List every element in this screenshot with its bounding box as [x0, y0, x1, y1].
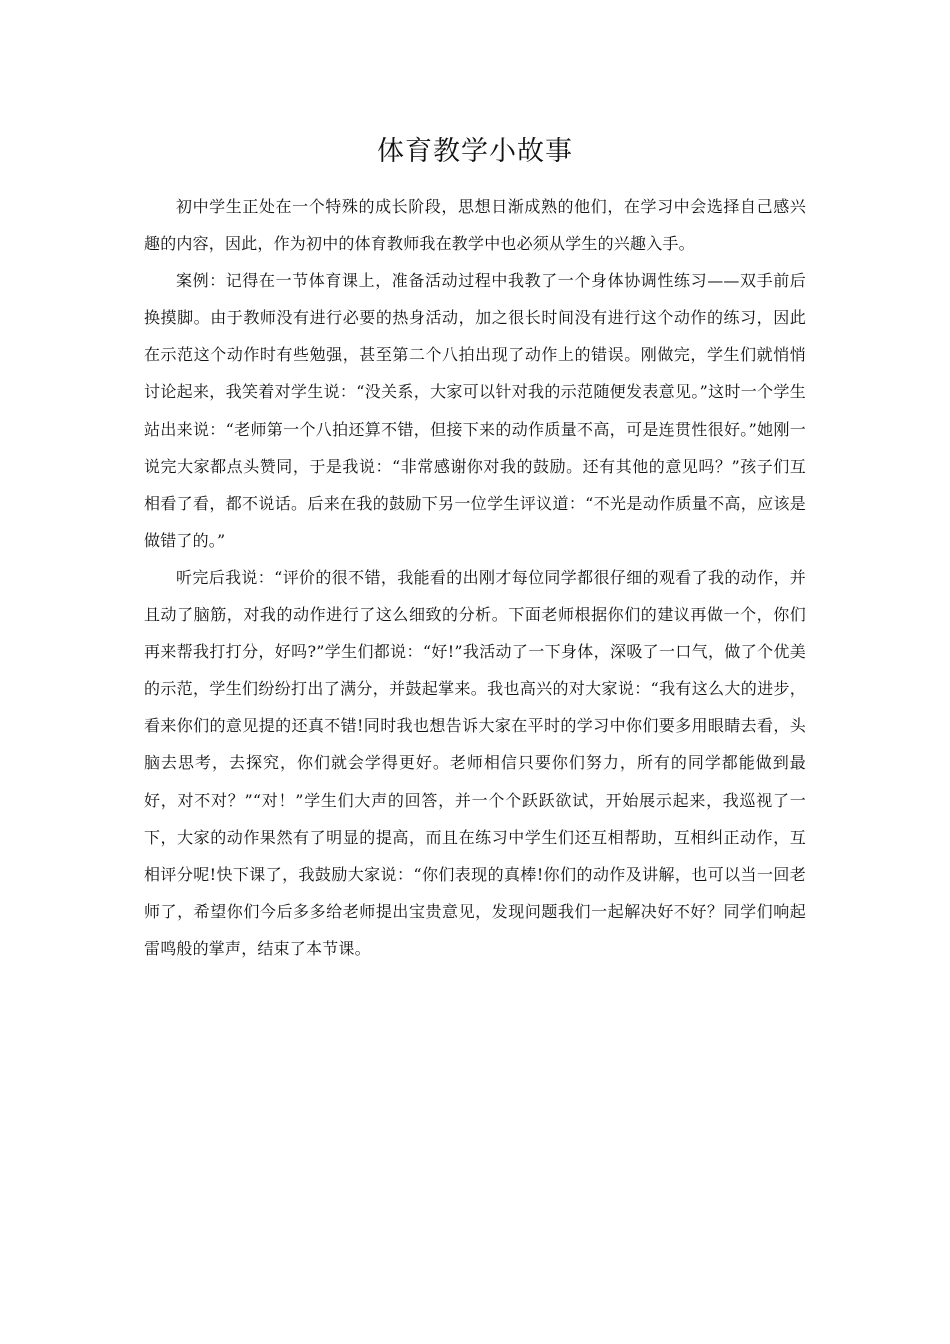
- paragraph-case: 案例：记得在一节体育课上，准备活动过程中我教了一个身体协调性练习——双手前后换摸脚。由于教师没有进行必要的热身活动，加之很长时间没有进行这个动作的练习，因此在示范这个动作时有些勉强，甚至第二个八拍出现了动作上的错误。刚做完，学生们就悄悄讨论起来，我笑着对学生说：“没关系，大家可以针对我的示范随便发表意见。”这时一个学生站出来说：“老师第一个八拍还算不错，但接下来的动作质量不高，可是连贯性很好。”她刚一说完大家都点头赞同，于是我说：“非常感谢你对我的鼓励。还有其他的意见吗？”孩子们互相看了看，都不说话。后来在我的鼓励下另一位学生评议道：“不光是动作质量不高，应该是做错了的。”: [144, 271, 806, 550]
- document-body: [144, 188, 806, 967]
- paragraph-conclusion: 听完后我说：“评价的很不错，我能看的出刚才每位同学都很仔细的观看了我的动作，并且动了脑筋，对我的动作进行了这么细致的分析。下面老师根据你们的建议再做一个，你们再来帮我打打分，好吗?”学生们都说：“好!”我活动了一下身体，深吸了一口气，做了个优美的示范，学生们纷纷打出了满分，并鼓起掌来。我也高兴的对大家说：“我有这么大的进步，看来你们的意见提的还真不错!同时我也想告诉大家在平时的学习中你们要多用眼睛去看，头脑去思考，去探究，你们就会学得更好。老师相信只要你们努力，所有的同学都能做到最好，对不对？”“对！”学生们大声的回答，并一个个跃跃欲试，开始展示起来，我巡视了一下，大家的动作果然有了明显的提高，而且在练习中学生们还互相帮助，互相纠正动作，互相评分呢!快下课了，我鼓励大家说：“你们表现的真棒!你们的动作及讲解，也可以当一回老师了，希望你们今后多多给老师提出宝贵意见，发现问题我们一起解决好不好？同学们响起雷鸣般的掌声，结束了本节课。: [144, 567, 806, 958]
- document-title: 体育教学小故事: [377, 136, 573, 167]
- paragraph-intro: 初中学生正处在一个特殊的成长阶段，思想日渐成熟的他们，在学习中会选择自己感兴趣的内容，因此，作为初中的体育教师我在教学中也必须从学生的兴趣入手。: [144, 197, 806, 254]
